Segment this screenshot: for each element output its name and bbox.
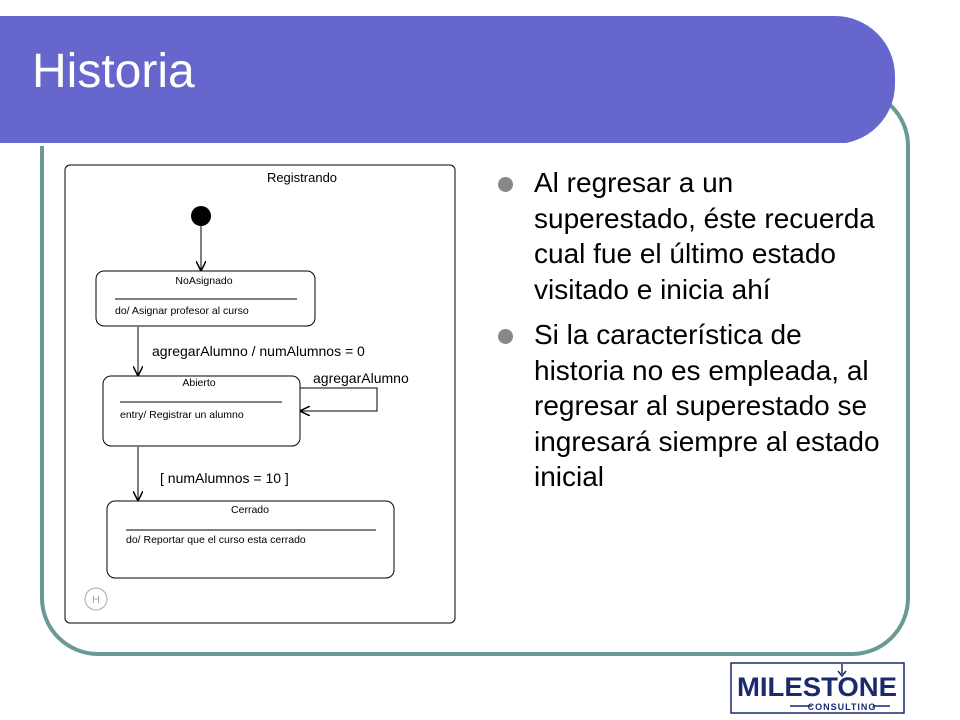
transition-label-guard: [ numAlumnos = 10 ] <box>160 470 289 486</box>
initial-state-dot <box>191 206 211 226</box>
state-noasignado-action: do/ Asignar profesor al curso <box>115 305 249 317</box>
state-noasignado-name: NoAsignado <box>175 275 233 287</box>
state-cerrado-name: Cerrado <box>231 504 269 516</box>
state-abierto-action: entry/ Registrar un alumno <box>120 409 244 421</box>
logo-subtitle: CONSULTING <box>807 702 877 712</box>
bullet-item <box>498 165 888 307</box>
state-abierto-name: Abierto <box>182 377 216 389</box>
history-state-label: H <box>92 594 100 606</box>
bullet-text: Si la característica de historia no es empleada, al regresar al superestado se ingresará siempre al estado inicial <box>534 319 880 492</box>
bullet-item <box>498 317 888 495</box>
bullet-text: Al regresar a un superestado, éste recuerda cual fue el último estado visitado e inicia ahí <box>534 167 875 305</box>
slide-title: Historia <box>32 45 195 98</box>
milestone-logo <box>730 662 905 714</box>
state-cerrado-action: do/ Reportar que el curso esta cerrado <box>126 534 306 546</box>
bullet-dot-icon <box>498 329 513 344</box>
bullet-list <box>498 165 888 505</box>
bullet-dot-icon <box>498 177 513 192</box>
logo-name: MILESTONE <box>737 672 897 702</box>
transition-label-agregar-self: agregarAlumno <box>313 370 409 386</box>
superstate-label: Registrando <box>266 170 338 185</box>
transition-label-agregar-init: agregarAlumno / numAlumnos = 0 <box>152 343 365 359</box>
